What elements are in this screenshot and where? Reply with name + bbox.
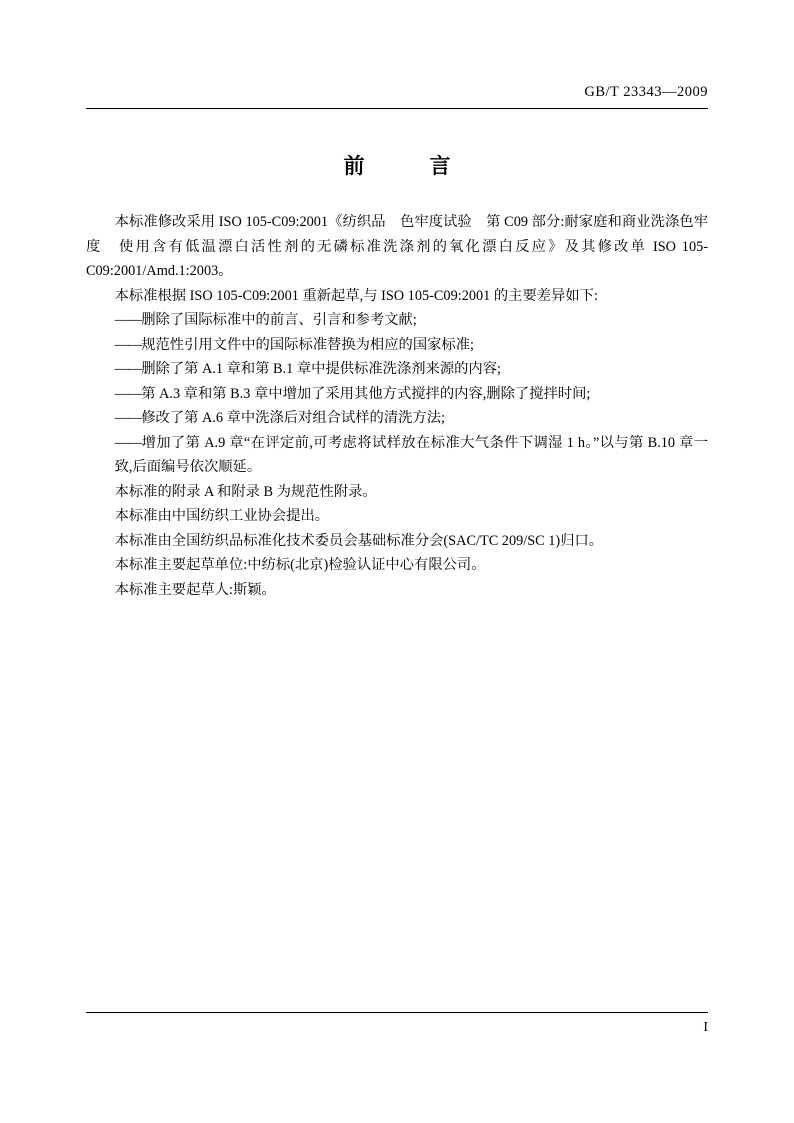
paragraph-7: 本标准主要起草人:斯颖。 <box>114 581 276 598</box>
dash-item-4-text: 第 A.3 章和第 B.3 章中增加了采用其他方式搅拌的内容,删除了搅拌时间; <box>141 385 591 402</box>
header-divider <box>86 108 708 109</box>
dash-item-4 <box>86 382 708 407</box>
paragraph-4: 本标准由中国纺织工业协会提出。 <box>114 508 330 524</box>
page-title: 前 言 <box>343 154 473 178</box>
paragraph-3: 本标准的附录 A 和附录 B 为规范性附录。 <box>114 483 377 500</box>
dash-item-6 <box>86 431 708 480</box>
em-dash: —— <box>114 361 142 377</box>
dash-item-1 <box>86 308 708 333</box>
dash-item-3-text: 删除了第 A.1 章和第 B.1 章中提供标准洗涤剂来源的内容; <box>141 361 501 377</box>
paragraph-6: 本标准主要起草单位:中纺标(北京)检验认证中心有限公司。 <box>114 557 486 573</box>
standard-number: GB/T 23343—2009 <box>584 84 708 100</box>
dash-item-3 <box>86 357 708 382</box>
dash-item-1-text: 删除了国际标准中的前言、引言和参考文献; <box>141 312 417 328</box>
foreword-body <box>86 210 708 602</box>
page-number: I <box>703 1020 708 1035</box>
dash-item-2 <box>86 333 708 358</box>
paragraph-2: 本标准根据 ISO 105-C09:2001 重新起草,与 ISO 105-C09:2001 的主要差异如下: <box>114 287 598 304</box>
dash-item-5-text: 修改了第 A.6 章中洗涤后对组合试样的清洗方法; <box>141 410 445 426</box>
em-dash: —— <box>114 385 142 402</box>
em-dash: —— <box>114 410 142 426</box>
em-dash: —— <box>114 434 142 451</box>
paragraph-5: 本标准由全国纺织品标准化技术委员会基础标准分会(SAC/TC 209/SC 1)归口。 <box>114 532 604 549</box>
dash-item-2-text: 规范性引用文件中的国际标准替换为相应的国家标准; <box>141 336 474 353</box>
em-dash: —— <box>114 312 142 328</box>
em-dash: —— <box>114 336 142 353</box>
dash-item-5 <box>86 406 708 431</box>
dash-item-6-text: 增加了第 A.9 章“在评定前,可考虑将试样放在标准大气条件下调湿 1 h。”以与第 B.10 章一致,后面编号依次顺延。 <box>114 434 708 475</box>
footer-divider <box>86 1012 708 1013</box>
paragraph-1: 本标准修改采用 ISO 105-C09:2001《纺织品 色牢度试验 第 C09 部分:耐家庭和商业洗涤色牢度 使用含有低温漂白活性剂的无磷标准洗涤剂的氧化漂白反应》及其修改单 ISO 105-C09:2001/Amd.1:2003。 <box>86 214 708 279</box>
